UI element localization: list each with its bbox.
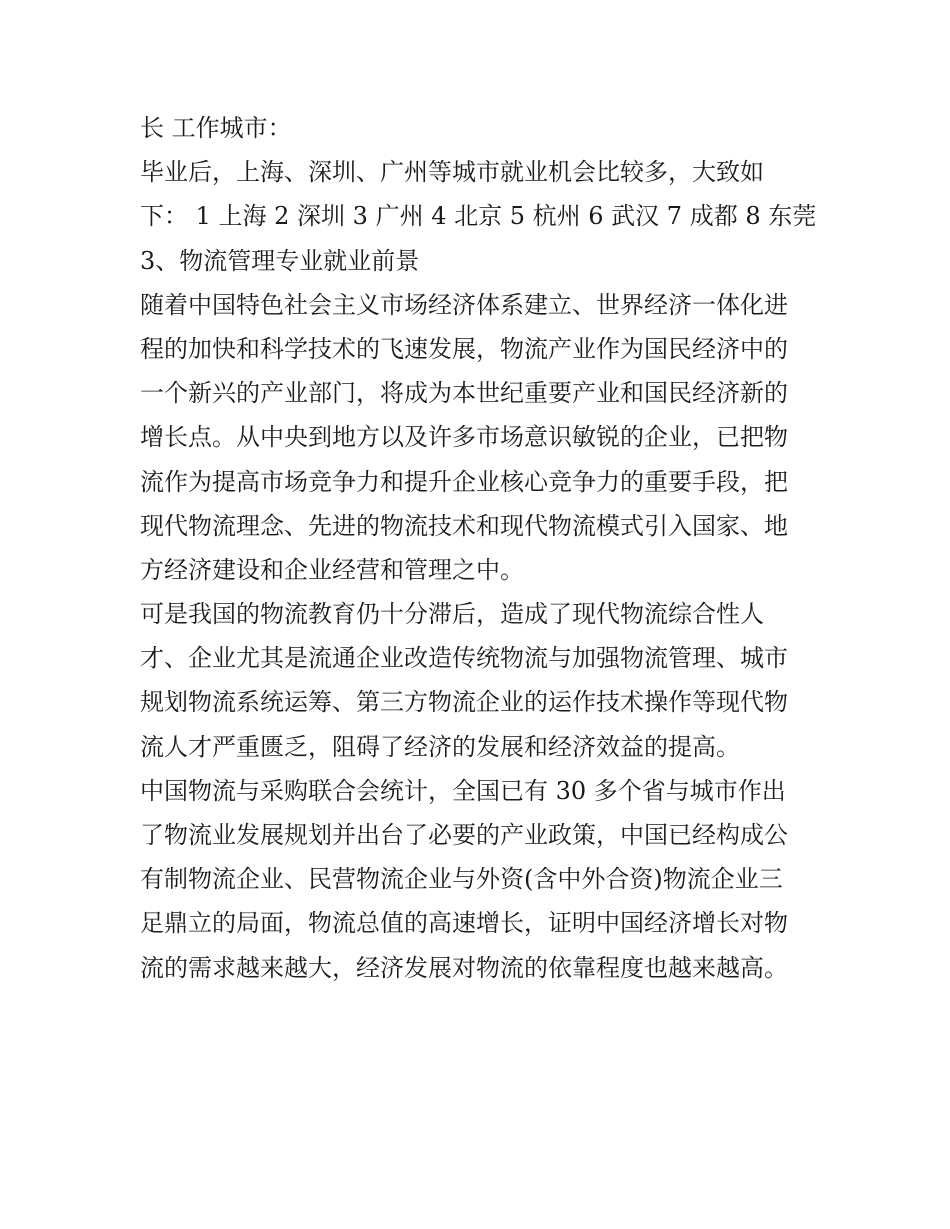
text-line: 了物流业发展规划并出台了必要的产业政策，中国已经构成公 [140,821,788,849]
section-heading: 3、物流管理专业就业前景 [140,246,420,275]
text-line: 随着中国特色社会主义市场经济体系建立、世界经济一体化进 [140,290,788,319]
text-line: 一个新兴的产业部门，将成为本世纪重要产业和国民经济新的 [140,379,788,408]
document-body [140,106,820,990]
text-line: 流人才严重匮乏，阻碍了经济的发展和经济效益的提高。 [140,732,740,761]
text-line: 下： 1 上海 2 深圳 3 广州 4 北京 5 杭州 6 武汉 7 成都 8 东莞 [140,202,817,231]
text-line: 规划物流系统运筹、第三方物流企业的运作技术操作等现代物 [140,688,788,717]
text-line: 长 工作城市： [140,114,292,142]
text-line: 可是我国的物流教育仍十分滞后，造成了现代物流综合性人 [140,600,764,629]
text-line: 有制物流企业、民营物流企业与外资(含中外合资)物流企业三 [140,865,783,894]
text-line: 方经济建设和企业经营和管理之中。 [140,555,524,584]
text-line: 现代物流理念、先进的物流技术和现代物流模式引入国家、地 [140,511,788,540]
text-line: 流作为提高市场竞争力和提升企业核心竞争力的重要手段，把 [140,467,788,496]
text-line: 足鼎立的局面，物流总值的高速增长，证明中国经济增长对物 [140,909,788,938]
text-line: 毕业后，上海、深圳、广州等城市就业机会比较多，大致如 [140,158,764,187]
text-line: 增长点。从中央到地方以及许多市场意识敏锐的企业，已把物 [140,423,788,452]
text-line: 程的加快和科学技术的飞速发展，物流产业作为国民经济中的 [140,334,788,363]
text-line: 才、企业尤其是流通企业改造传统物流与加强物流管理、城市 [140,644,788,673]
text-line: 流的需求越来越大，经济发展对物流的依靠程度也越来越高。 [140,953,788,982]
text-line: 中国物流与采购联合会统计，全国已有 30 多个省与城市作出 [140,776,786,805]
